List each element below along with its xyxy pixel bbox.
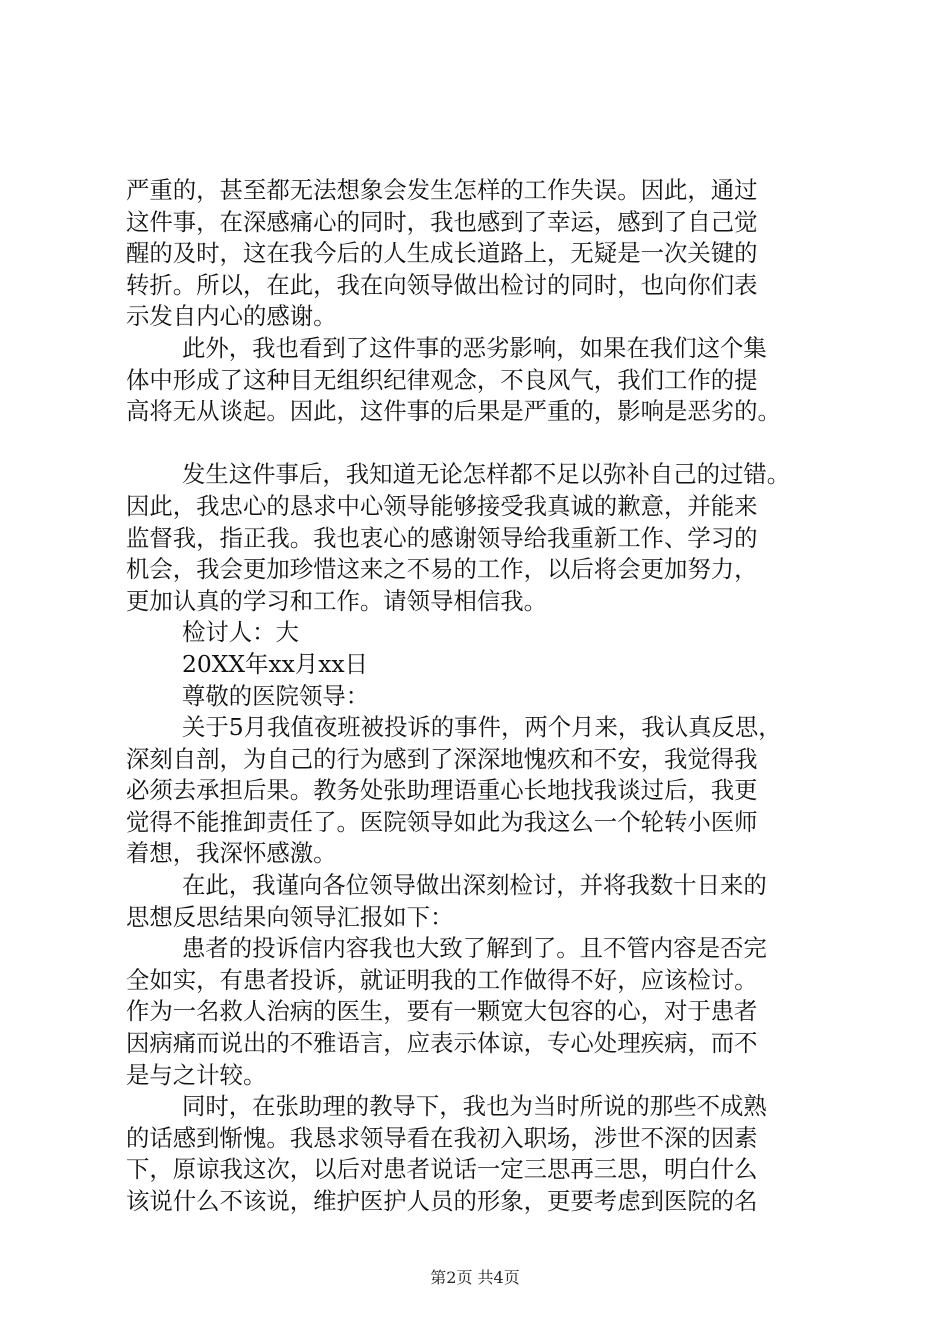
text-line: 这件事，在深感痛心的同时，我也感到了幸运，感到了自己觉 [126,207,758,236]
text-line: 该说什么不该说，维护医护人员的形象，更要考虑到医院的名 [126,1187,758,1215]
text-line: 监督我，指正我。我也衷心的感谢领导给我重新工作、学习的 [126,523,758,552]
text-line: 发生这件事后，我知道无论怎样都不足以弥补自己的过错。 [182,460,791,489]
text-line: 因病痛而说出的不雅语言，应表示体谅，专心处理疾病，而不 [126,1029,758,1058]
text-line: 检讨人：大 [182,618,299,647]
text-line: 关于5月我值夜班被投诉的事件，两个月来，我认真反思， [182,713,782,742]
text-line: 作为一名救人治病的医生，要有一颗宽大包容的心，对于患者 [126,997,758,1026]
text-line: 深刻自剖，为自己的行为感到了深深地愧疚和不安，我觉得我 [126,744,758,773]
text-line: 尊敬的医院领导： [182,681,370,710]
document-body [126,175,838,1218]
text-line: 的话感到惭愧。我恳求领导看在我初入职场，涉世不深的因素 [126,1123,758,1152]
text-line: 患者的投诉信内容我也大致了解到了。且不管内容是否完 [182,934,767,963]
text-line: 思想反思结果向领导汇报如下： [126,902,454,931]
text-line: 转折。所以，在此，我在向领导做出检讨的同时，也向你们表 [126,270,758,299]
text-line: 着想，我深怀感激。 [126,839,337,868]
text-line: 高将无从谈起。因此，这件事的后果是严重的，影响是恶劣的。 [126,397,781,426]
text-line: 必须去承担后果。教务处张助理语重心长地找我谈过后，我更 [126,776,758,805]
paragraph-gap [126,428,838,460]
text-line: 醒的及时，这在我今后的人生成长道路上，无疑是一次关键的 [126,239,758,268]
text-line: 体中形成了这种目无组织纪律观念，不良风气，我们工作的提 [126,365,758,394]
text-line: 全如实，有患者投诉，就证明我的工作做得不好，应该检讨。 [126,965,758,994]
text-line: 严重的，甚至都无法想象会发生怎样的工作失误。因此，通过 [126,176,758,204]
text-line: 示发自内心的感谢。 [126,302,337,331]
text-line: 下，原谅我这次，以后对患者说话一定三思再三思，明白什么 [126,1155,758,1184]
text-line: 在此，我谨向各位领导做出深刻检讨，并将我数十日来的 [182,871,767,900]
text-line: 因此，我忠心的恳求中心领导能够接受我真诚的歉意，并能来 [126,491,758,520]
text-line: 20XX年xx月xx日 [182,649,369,678]
text-line: 是与之计较。 [126,1060,267,1089]
text-line: 此外，我也看到了这件事的恶劣影响，如果在我们这个集 [182,333,767,362]
text-line: 同时，在张助理的教导下，我也为当时所说的那些不成熟 [182,1092,767,1121]
text-line: 觉得不能推卸责任了。医院领导如此为我这么一个轮转小医师 [126,807,758,836]
text-line: 机会，我会更加珍惜这来之不易的工作，以后将会更加努力， [126,555,758,584]
page-footer: 第2页 共4页 [430,1268,520,1287]
text-line: 更加认真的学习和工作。请领导相信我。 [126,586,548,615]
